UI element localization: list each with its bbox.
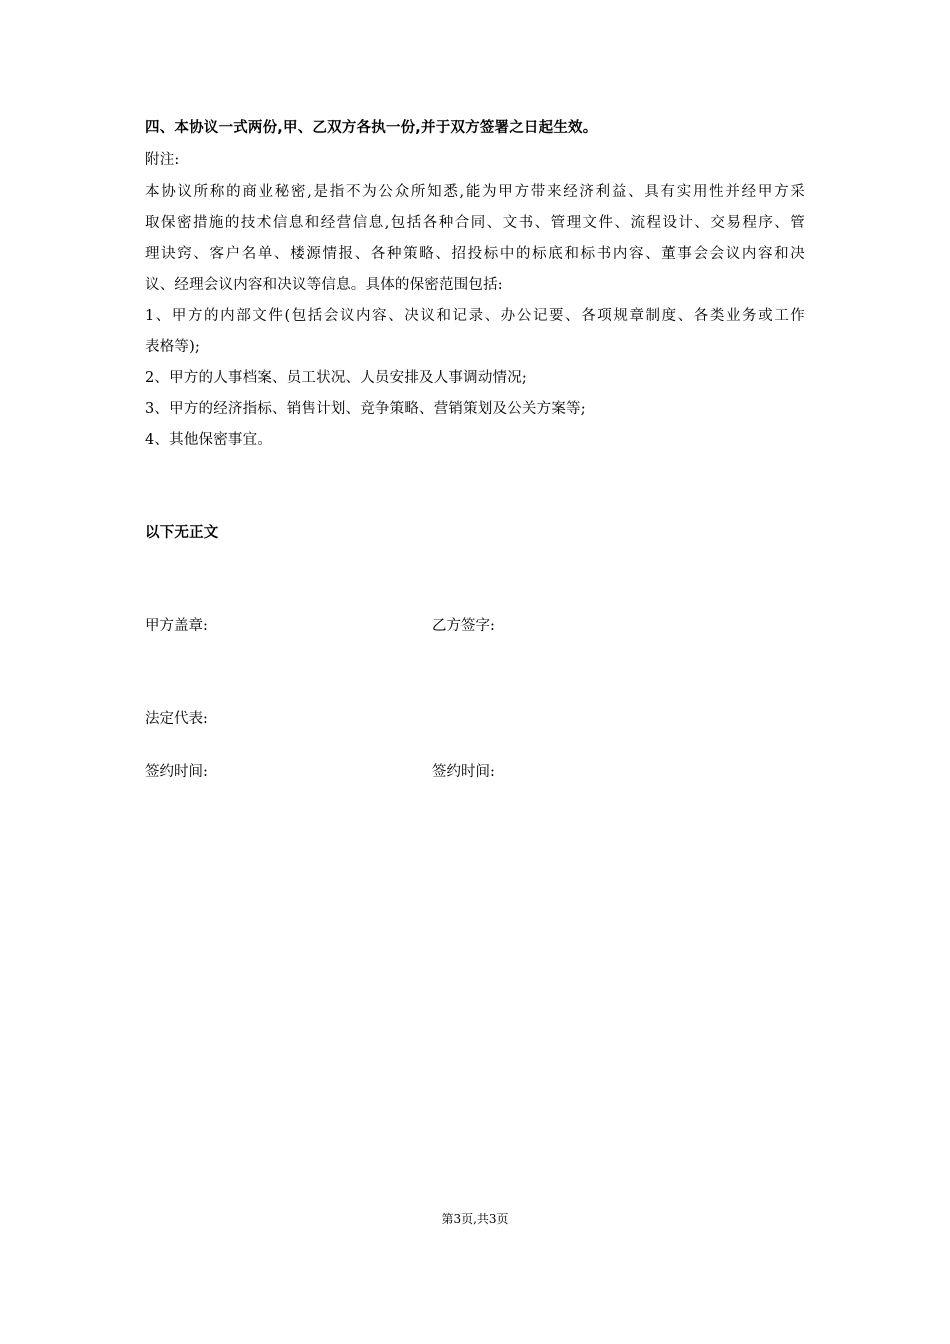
legal-representative-label: 法定代表:: [145, 711, 208, 727]
scope-item-1-line-1: 1、甲方的内部文件(包括会议内容、决议和记录、办公记要、各项规章制度、各类业务或工作: [145, 308, 805, 324]
scope-item-2: 2、甲方的人事档案、员工状况、人员安排及人事调动情况;: [145, 370, 528, 386]
scope-item-3: 3、甲方的经济指标、销售计划、竞争策略、营销策划及公关方案等;: [145, 401, 586, 417]
definition-line-1: 本协议所称的商业秘密,是指不为公众所知悉,能为甲方带来经济利益、具有实用性并经甲方采: [145, 184, 805, 200]
end-of-text-marker: 以下无正文: [145, 525, 219, 541]
scope-item-1-line-2: 表格等);: [145, 339, 201, 355]
definition-line-4: 议、经理会议内容和决议等信息。具体的保密范围包括:: [145, 277, 503, 293]
party-b-sign-label: 乙方签字:: [432, 618, 495, 634]
party-a-sign-date-label: 签约时间:: [145, 764, 208, 780]
party-b-sign-date-label: 签约时间:: [432, 764, 495, 780]
definition-line-3: 理诀窍、客户名单、楼源情报、各种策略、招投标中的标底和标书内容、董事会会议内容和决: [145, 246, 805, 262]
clause-4: 四、本协议一式两份,甲、乙双方各执一份,并于双方签署之日起生效。: [145, 120, 598, 136]
appendix-heading: 附注:: [145, 152, 180, 168]
definition-line-2: 取保密措施的技术信息和经营信息,包括各种合同、文书、管理文件、流程设计、交易程序、管: [145, 215, 805, 231]
party-a-seal-label: 甲方盖章:: [145, 618, 208, 634]
page-footer: 第3页,共3页: [441, 1212, 509, 1226]
scope-item-4: 4、其他保密事宜。: [145, 432, 273, 448]
